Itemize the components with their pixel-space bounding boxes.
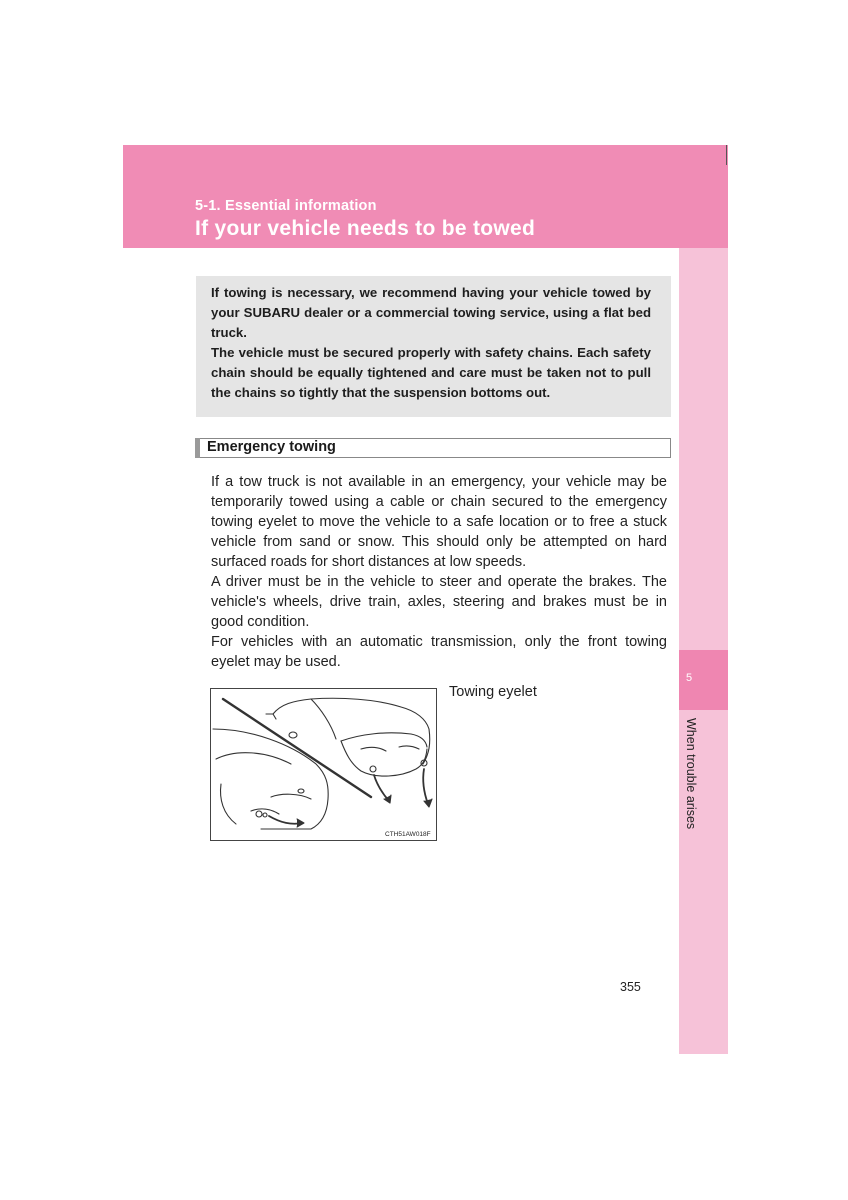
rear-car-bumper [341, 741, 427, 776]
figure-code: CTH51AW018F [385, 831, 431, 838]
rear-car-mirror [289, 732, 297, 738]
rear-car-roof [273, 698, 430, 764]
front-eyelet-arrowhead [297, 819, 304, 827]
notice-line: The vehicle must be secured properly with safety chains. Each safety chain should be equally tightened and care must be taken not to pull the chains so tightly that the suspension bottoms out. [211, 345, 651, 400]
front-car-grille [271, 794, 311, 799]
rear-car-decklid [341, 733, 427, 747]
rear-eyelet-arrow-left [374, 775, 389, 801]
car-line-drawing [211, 689, 438, 842]
section-label: 5-1. Essential information [195, 198, 377, 214]
rear-car-pillar [311, 699, 336, 739]
rear-eyelet-left [370, 766, 376, 772]
front-car-bumper [221, 784, 236, 824]
front-car-body [213, 729, 328, 829]
rear-eyelet-arrowhead-right [424, 799, 432, 807]
subheading-emergency-towing: Emergency towing [207, 439, 336, 455]
divider-line [223, 699, 371, 797]
rear-car-window-edge [266, 714, 276, 719]
notice-line: If towing is necessary, we recommend having your vehicle towed by your SUBARU dealer or a commercial towing service, using a flat bed truck. [211, 285, 651, 340]
subheading-accent-bar [195, 438, 200, 458]
page-number: 355 [620, 980, 641, 994]
body-paragraph: For vehicles with an automatic transmission, only the front towing eyelet may be used. [211, 634, 667, 670]
towing-eyelet-illustration [210, 688, 437, 841]
crop-mark [726, 145, 727, 165]
rear-taillight-left [361, 747, 386, 751]
towing-eyelet-callout: Towing eyelet [449, 684, 537, 700]
body-paragraph: If a tow truck is not available in an emergency, your vehicle may be temporarily towed using a cable or chain secured to the emergency towing eyelet to move the vehicle to a safe location or to free a stuck vehicle from sand or snow. This should only be attempted on hard surfaced roads for short distances at low speeds. [211, 474, 667, 570]
chapter-number: 5 [686, 672, 693, 684]
front-eyelet [256, 811, 262, 817]
rear-eyelet-arrow-right [423, 769, 428, 804]
rear-taillight-right [399, 746, 419, 749]
front-car-emblem [298, 789, 304, 793]
chapter-label: When trouble arises [684, 718, 698, 830]
notice-text [211, 283, 651, 403]
front-eyelet-ring [263, 813, 267, 817]
page-title: If your vehicle needs to be towed [195, 217, 536, 240]
front-car-hood-line [216, 753, 291, 764]
body-text [211, 472, 667, 672]
body-paragraph: A driver must be in the vehicle to steer and operate the brakes. The vehicle's wheels, drive train, axles, steering and brakes must be in good condition. [211, 574, 667, 630]
